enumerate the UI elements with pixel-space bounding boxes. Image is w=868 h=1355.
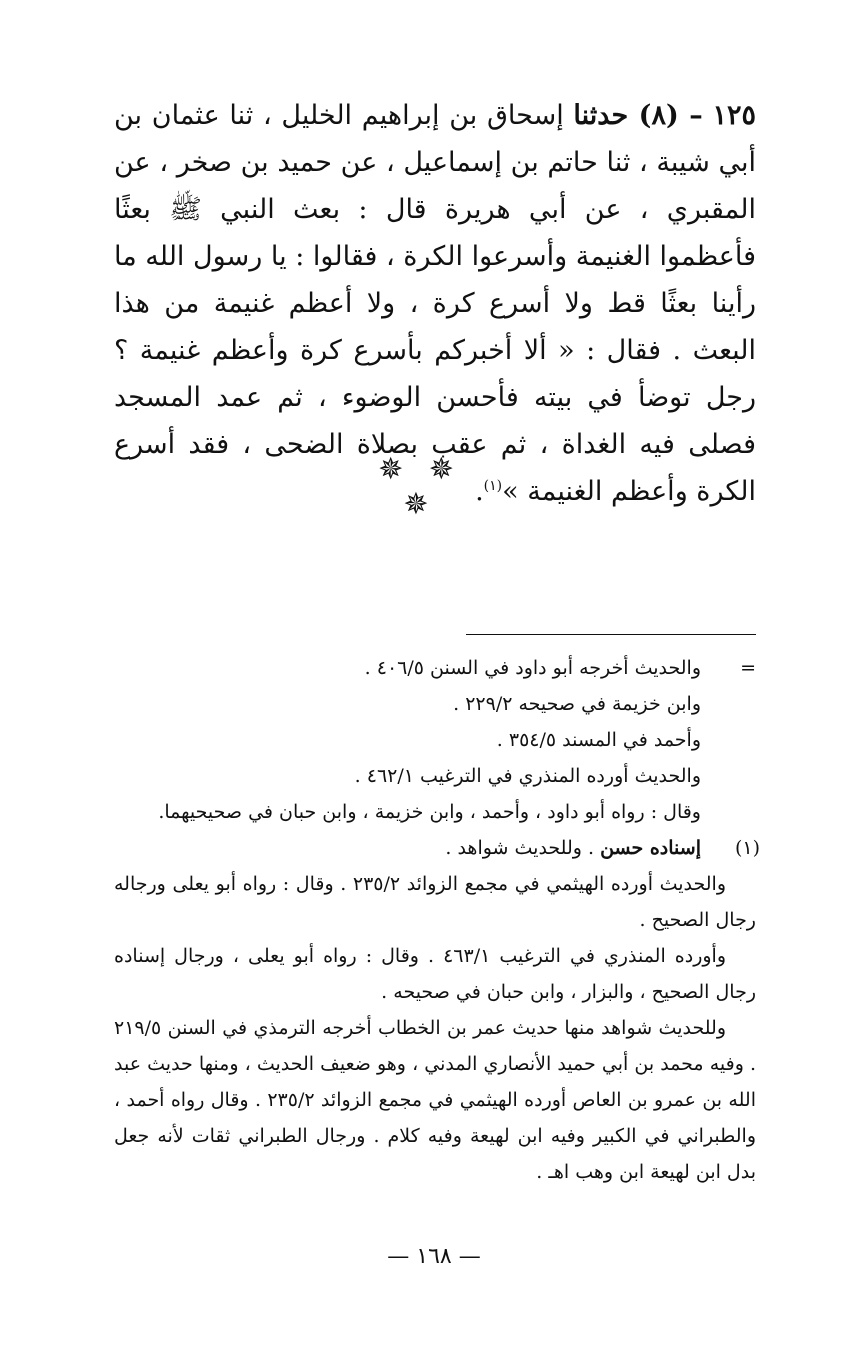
- footnote-paragraph: وللحديث شواهد منها حديث عمر بن الخطاب أخرجه الترمذي في السنن ٢١٩/٥ . وفيه محمد بن أبي حميد الأنصاري المدني ، وهو ضعيف الحديث ، ومنها حديث عبد الله بن عمرو بن العاص أورده الهيثمي في مجمع الزوائد ٢٣٥/٢ . وقال رواه أحمد ، والطبراني في الكبير وفيه ابن لهيعة وفيه كلام . ورجال الطبراني ثقات لأنه جعل بدل ابن لهيعة ابن وهب اهـ .: [114, 1017, 756, 1183]
- hadith-isnad-line: إسحاق بن إبراهيم الخليل ، ثنا عثمان بن أبي شيبة ،: [114, 100, 757, 178]
- hadith-number: ١٢٥: [712, 100, 756, 131]
- footnote-paragraph: والحديث أورده الهيثمي في مجمع الزوائد ٢٣٥/٢ . وقال : رواه أبو يعلى ورجاله رجال الصحيح .: [114, 873, 756, 931]
- footnote-continuation-line: وقال : رواه أبو داود ، وأحمد ، وابن خزيمة ، وابن حبان في صحيحيهما.: [158, 801, 701, 823]
- footnote-divider: [466, 634, 756, 635]
- hadith-lead: (٨) حدثنا: [573, 100, 679, 131]
- grading-label: إسناده حسن: [600, 837, 701, 859]
- footnote-continuation-line: وأحمد في المسند ٣٥٤/٥ .: [496, 729, 701, 751]
- footnote-1: (١) إسناده حسن . وللحديث شواهد .: [114, 830, 756, 866]
- footnote-reference: (١): [483, 478, 503, 494]
- footnote-continuation-line: = والحديث أخرجه أبو داود في السنن ٤٠٦/٥ .: [114, 650, 756, 686]
- section-separator: ✵ ✵ ✵: [378, 452, 462, 522]
- hadith-text: ١٢٥ – (٨) حدثنا إسحاق بن إبراهيم الخليل ، ثنا عثمان بن أبي شيبة ، ثنا حاتم بن إسماعيل ، عن حميد بن صخر ، عن المقبري ، عن أبي هريرة قال : بعث النبي ﷺ بعثًا فأعظموا الغنيمة وأسرعوا الكرة ، فقالوا : يا رسول الله ما رأينا بعثًا قط ولا أسرع كرة ، ولا أعظم غنيمة من هذا البعث . فقال : « ألا أخبركم بأسرع كرة وأعظم غنيمة ؟ رجل توضأ في بيته فأحسن الوضوء ، ثم عمد المسجد فصلى فيه الغداة ، ثم عقب بصلاة الضحى ، فقد أسرع الكرة وأعظم الغنيمة »$^{(١)}$.: [114, 100, 757, 507]
- footnote-continuation-line: والحديث أورده المنذري في الترغيب ٤٦٢/١ .: [354, 765, 701, 787]
- page-number: — ١٦٨ —: [387, 1244, 481, 1269]
- footnote-paragraph: وأورده المنذري في الترغيب ٤٦٣/١ . وقال : رواه أبو يعلى ، ورجال إسناده رجال الصحيح ، والبزار ، وابن حبان في صحيحه .: [114, 945, 756, 1003]
- footnote-continuation-line: وابن خزيمة في صحيحه ٢٢٩/٢ .: [453, 693, 701, 715]
- hadith-body: ثنا حاتم بن إسماعيل ، عن حميد بن صخر ، عن المقبري ، عن أبي هريرة قال : بعث النبي ﷺ بعثًا فأعظموا الغنيمة وأسرعوا الكرة ، فقالوا : يا رسول الله ما رأينا بعثًا قط ولا أسرع كرة ، ولا أعظم غنيمة من هذا البعث . فقال : « ألا أخبركم بأسرع كرة وأعظم غنيمة ؟ رجل توضأ في بيته فأحسن الوضوء ، ثم عمد المسجد فصلى فيه الغداة ، ثم عقب بصلاة الضحى ، فقد أسرع الكرة وأعظم الغنيمة »: [114, 147, 756, 507]
- footnotes: [114, 650, 760, 1190]
- continuation-mark: =: [740, 657, 756, 679]
- footnote-number: (١): [734, 837, 760, 859]
